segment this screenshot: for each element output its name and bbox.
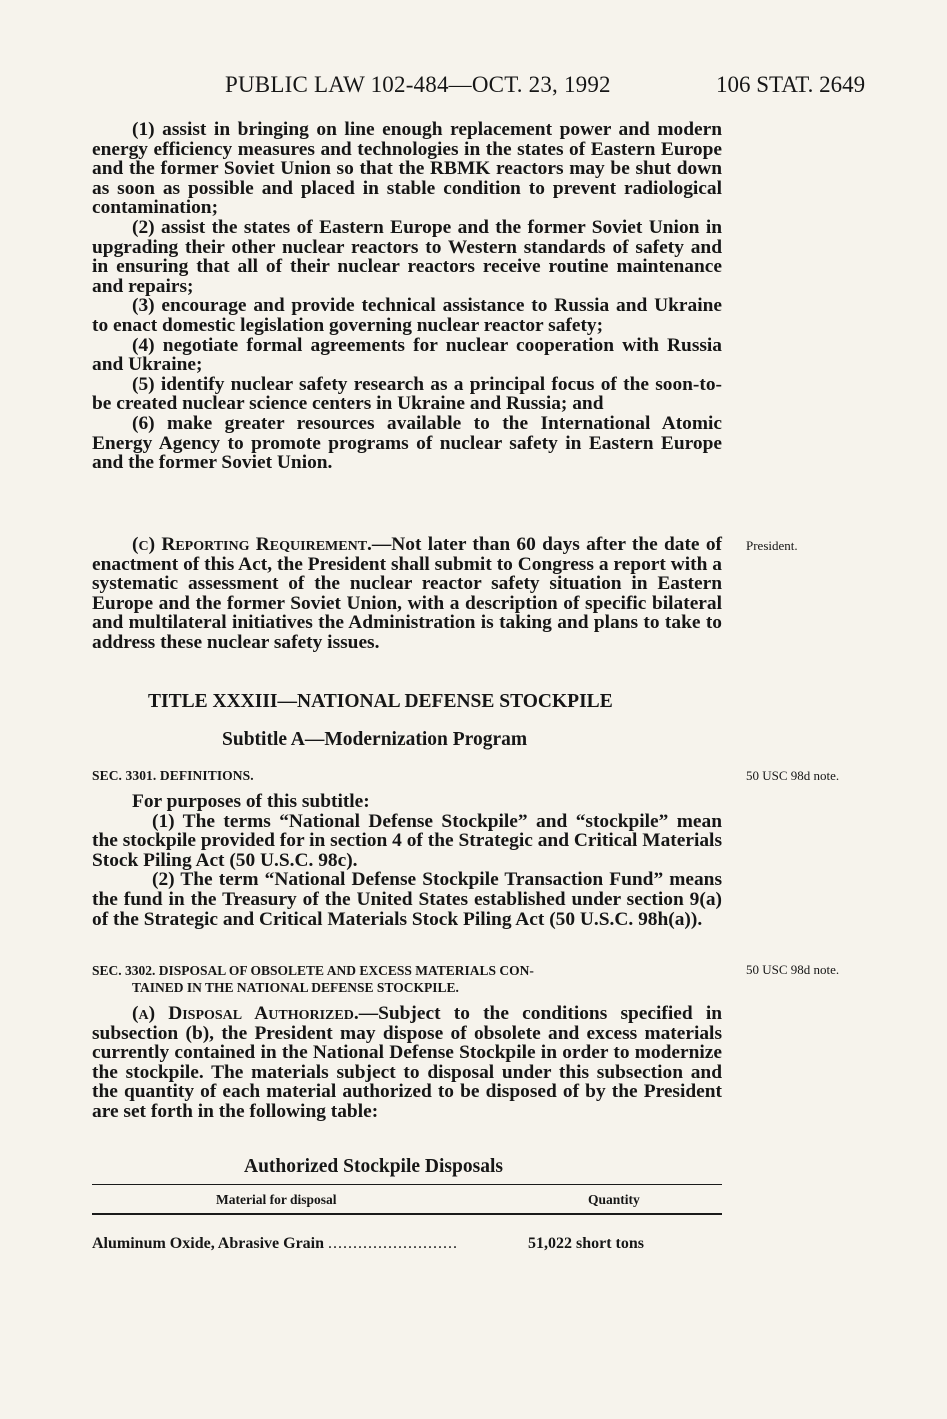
section-3301-body	[92, 792, 722, 929]
list-item: (4) negotiate formal agreements for nuclear cooperation with Russia and Ukraine;	[92, 334, 722, 376]
reporting-requirement	[92, 535, 722, 653]
list-item: (2) assist the states of Eastern Europe and the former Soviet Union in upgrading their other nuclear reactors to Western standards of safety and in ensuring that all of their nuclear reactors receive routine maintenance and repairs;	[92, 216, 722, 297]
disposal-heading: (a) Disposal Authorized.	[132, 1003, 359, 1024]
section-3302-body	[92, 1004, 722, 1122]
table-top-rule	[92, 1184, 722, 1185]
table-cell-material: Aluminum Oxide, Abrasive Grain	[92, 1235, 325, 1252]
list-item: (6) make greater resources available to the International Atomic Energy Agency to promote programs of nuclear safety in Eastern Europe and the former Soviet Union.	[92, 412, 722, 474]
disposal-text: —Subject to the conditions specified in subsection (b), the President may dispose of obsolete and excess materials currently contained in the National Defense Stockpile in order to modernize the stockpile. The materials subject to disposal under this subsection and the quantity of each material authorized to be disposed of by the President are set forth in the following table:	[92, 1003, 722, 1122]
leader-dots: ..........................	[328, 1235, 459, 1252]
margin-note-3302: 50 USC 98d note.	[746, 962, 840, 977]
column-header-material: Material for disposal	[216, 1192, 337, 1207]
definition-1: (1) The terms “National Defense Stockpile” and “stockpile” mean the stockpile provided for in section 4 of the Strategic and Critical Materials Stock Piling Act (50 U.S.C. 98c).	[92, 810, 722, 871]
subtitle-heading: Subtitle A—Modernization Program	[222, 729, 528, 750]
running-header-stat: 106 STAT. 2649	[716, 72, 866, 97]
running-header-law: PUBLIC LAW 102-484—OCT. 23, 1992	[225, 72, 611, 97]
list-item: (5) identify nuclear safety research as a principal focus of the soon-to-be created nuclear science centers in Ukraine and Russia; and	[92, 373, 722, 415]
margin-note-president: President.	[746, 538, 798, 553]
definition-2: (2) The term “National Defense Stockpile Transaction Fund” means the fund in the Treasury of the United States established under section 9(a) of the Strategic and Critical Materials Stock Piling Act (50 U.S.C. 98h(a)).	[92, 869, 722, 930]
table-row	[92, 1235, 722, 1253]
reporting-heading: (c) Reporting Requirement.	[132, 534, 372, 555]
section-3301-heading: SEC. 3301. DEFINITIONS.	[92, 768, 254, 783]
list-item: (1) assist in bringing on line enough replacement power and modern energy efficiency measures and technologies in the states of Eastern Europe and the former Soviet Union so that the RBMK reactors may be shut down as soon as possible and placed in stable condition to prevent radiological contamination;	[92, 119, 722, 219]
title-heading: TITLE XXXIII—NATIONAL DEFENSE STOCKPILE	[148, 691, 613, 712]
table-header-rule	[92, 1213, 722, 1215]
column-header-quantity: Quantity	[588, 1192, 640, 1207]
table-title: Authorized Stockpile Disposals	[244, 1156, 503, 1177]
margin-note-3301: 50 USC 98d note.	[746, 768, 840, 783]
section-3302-heading	[92, 962, 722, 996]
list-item: (3) encourage and provide technical assistance to Russia and Ukraine to enact domestic legislation governing nuclear reactor safety;	[92, 295, 722, 336]
table-cell-quantity: 51,022 short tons	[528, 1235, 645, 1252]
paragraph-list	[92, 120, 722, 473]
definitions-intro: For purposes of this subtitle:	[132, 791, 370, 812]
section-3302-heading-line2: TAINED IN THE NATIONAL DEFENSE STOCKPILE.	[132, 980, 459, 995]
section-3302-heading-line1: SEC. 3302. DISPOSAL OF OBSOLETE AND EXCESS MATERIALS CON-	[92, 963, 534, 978]
reporting-text: —Not later than 60 days after the date of enactment of this Act, the President shall submit to Congress a report with a systematic assessment of the nuclear reactor safety situation in Eastern Europe and the former Soviet Union, with a description of specific bilateral and multilateral initiatives the Administration is taking and plans to take to address these nuclear safety issues.	[92, 534, 722, 653]
